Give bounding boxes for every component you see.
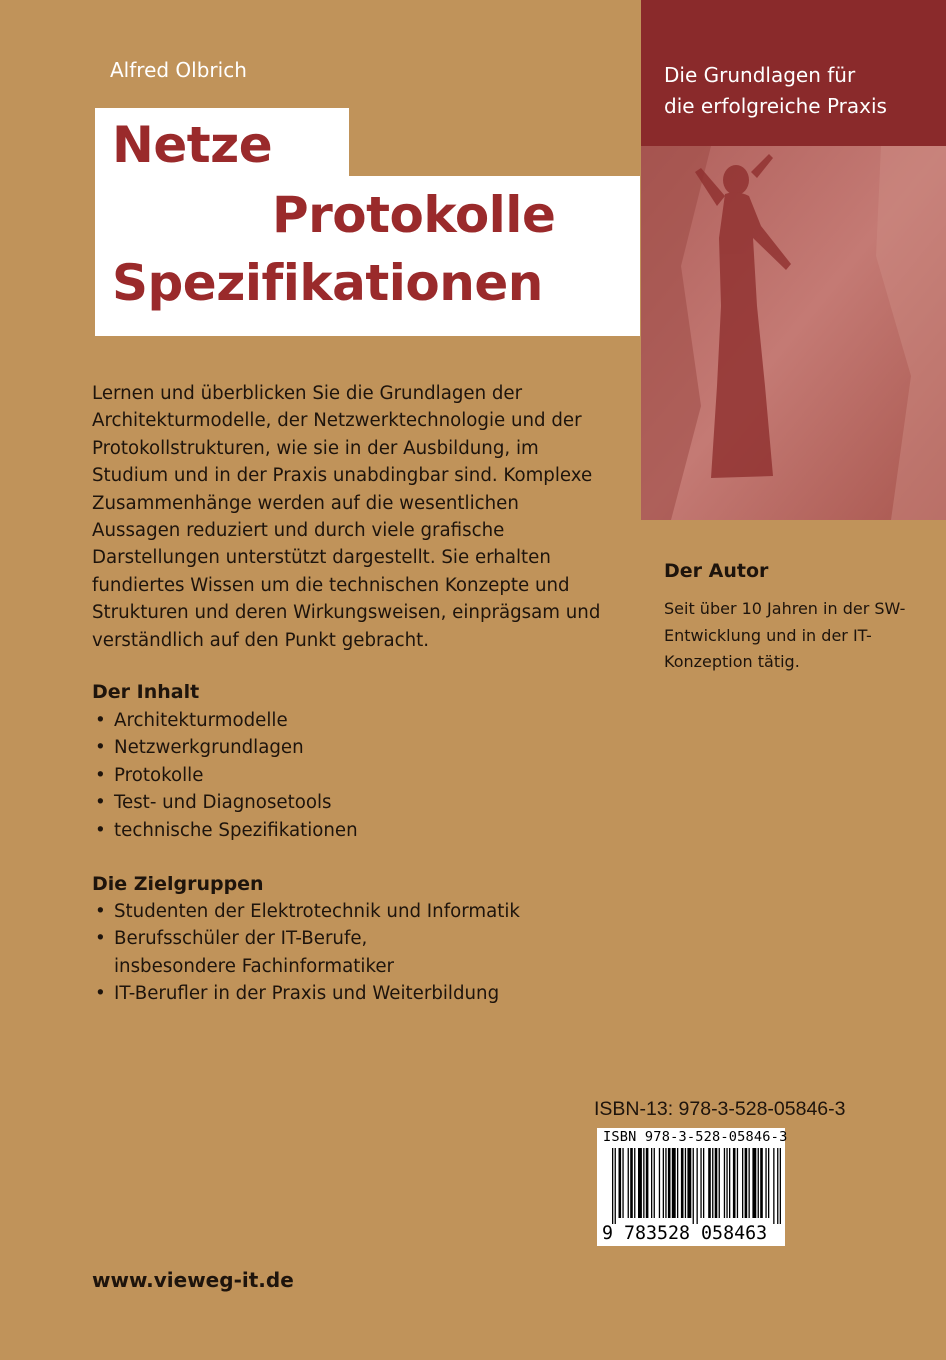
barcode-bars — [612, 1148, 782, 1224]
barcode-bar — [719, 1148, 720, 1218]
list-item-continuation: insbesondere Fachinformatiker — [114, 955, 395, 977]
barcode-bar — [663, 1148, 664, 1218]
intro-paragraph: Lernen und überblicken Sie die Grundlagen der Architekturmodelle, der Netzwerktechnologie und der Protokollstrukturen, wie sie in der Ausbildung, im Studium und in der Praxis unabdingbar sind. Komplexe Zusammenhänge werden auf die wesentlichen Aussagen reduziert und durch viele grafische Darstellungen unterstützt dargestellt. Sie erhalten fundiertes Wissen um die technischen Konzepte und Strukturen und deren Wirkungsweisen, einprägsam und verständlich auf den Punkt gebracht. — [92, 383, 601, 651]
autor-heading: Der Autor — [664, 560, 769, 582]
barcode-bar — [681, 1148, 684, 1218]
barcode-bar — [654, 1148, 655, 1218]
barcode-bar — [745, 1148, 748, 1218]
singer-photo — [641, 146, 946, 520]
barcode-bar — [700, 1148, 701, 1218]
barcode-bar — [733, 1148, 736, 1218]
barcode-bar — [630, 1148, 633, 1218]
barcode-bar — [697, 1148, 698, 1224]
tagline-line-2: die erfolgreiche Praxis — [664, 94, 887, 118]
barcode-bar — [646, 1148, 649, 1218]
barcode-bar — [773, 1148, 774, 1224]
barcode-bar — [628, 1148, 629, 1218]
barcode-bar — [685, 1148, 686, 1218]
barcode-bar — [729, 1148, 730, 1218]
barcode-bar — [672, 1148, 676, 1218]
barcode-bar — [742, 1148, 743, 1218]
barcode-bar — [749, 1148, 750, 1218]
barcode-bar — [634, 1148, 635, 1218]
zielgruppen-heading: Die Zielgruppen — [92, 873, 264, 895]
barcode-bar — [724, 1148, 725, 1218]
barcode-bar — [659, 1148, 660, 1218]
barcode-bar — [677, 1148, 678, 1218]
list-item: • Berufsschüler der IT-Berufe, — [92, 925, 520, 952]
barcode-bar — [665, 1148, 666, 1218]
barcode-bar — [752, 1148, 756, 1218]
list-item: • IT-Berufler in der Praxis und Weiterbildung — [92, 980, 520, 1007]
barcode-bar — [643, 1148, 644, 1218]
publisher-url[interactable]: www.vieweg-it.de — [92, 1268, 294, 1292]
barcode-isbn-text: ISBN 978-3-528-05846-3 — [603, 1129, 788, 1145]
inhalt-list — [92, 707, 358, 844]
barcode-bar — [726, 1148, 727, 1218]
list-item: • Protokolle — [92, 762, 358, 789]
barcode-bar — [622, 1148, 623, 1218]
barcode-bar — [758, 1148, 759, 1218]
list-item: • Architekturmodelle — [92, 707, 358, 734]
barcode-bar — [715, 1148, 718, 1218]
tagline-line-1: Die Grundlagen für — [664, 63, 856, 87]
title-line-netze: Netze — [112, 116, 273, 174]
list-item: • Test- und Diagnosetools — [92, 789, 358, 816]
barcode-bar — [703, 1148, 704, 1218]
zielgruppen-list — [92, 898, 520, 1008]
barcode-bar — [708, 1148, 711, 1218]
author-name: Alfred Olbrich — [110, 58, 247, 82]
barcode-bar — [765, 1148, 766, 1218]
barcode-bar — [777, 1148, 778, 1224]
barcode-bar — [651, 1148, 652, 1218]
autor-text: Seit über 10 Jahren in der SW-Entwicklung und in der IT-Konzeption tätig. — [664, 599, 906, 671]
barcode-bar — [760, 1148, 763, 1218]
title-line-protokolle: Protokolle — [272, 186, 556, 244]
inhalt-heading: Der Inhalt — [92, 681, 200, 703]
isbn-13-label: ISBN-13: 978-3-528-05846-3 — [594, 1098, 846, 1120]
list-item: • Studenten der Elektrotechnik und Informatik — [92, 898, 520, 925]
barcode-bar — [780, 1148, 781, 1224]
barcode-bar — [668, 1148, 671, 1218]
barcode-bar — [619, 1148, 622, 1218]
barcode-bar — [768, 1148, 769, 1218]
title-line-spezifikationen: Spezifikationen — [112, 254, 543, 312]
barcode-bar — [737, 1148, 738, 1218]
barcode-bar — [612, 1148, 613, 1224]
barcode-bar — [687, 1148, 691, 1218]
barcode-bar — [712, 1148, 713, 1218]
barcode-bar — [615, 1148, 616, 1224]
barcode-bar — [693, 1148, 694, 1224]
tagline — [664, 60, 934, 122]
barcode-bar — [638, 1148, 642, 1218]
barcode-digits: 9 783528 058463 — [602, 1223, 768, 1244]
list-item: • Netzwerkgrundlagen — [92, 734, 358, 761]
list-item: • technische Spezifikationen — [92, 817, 358, 844]
